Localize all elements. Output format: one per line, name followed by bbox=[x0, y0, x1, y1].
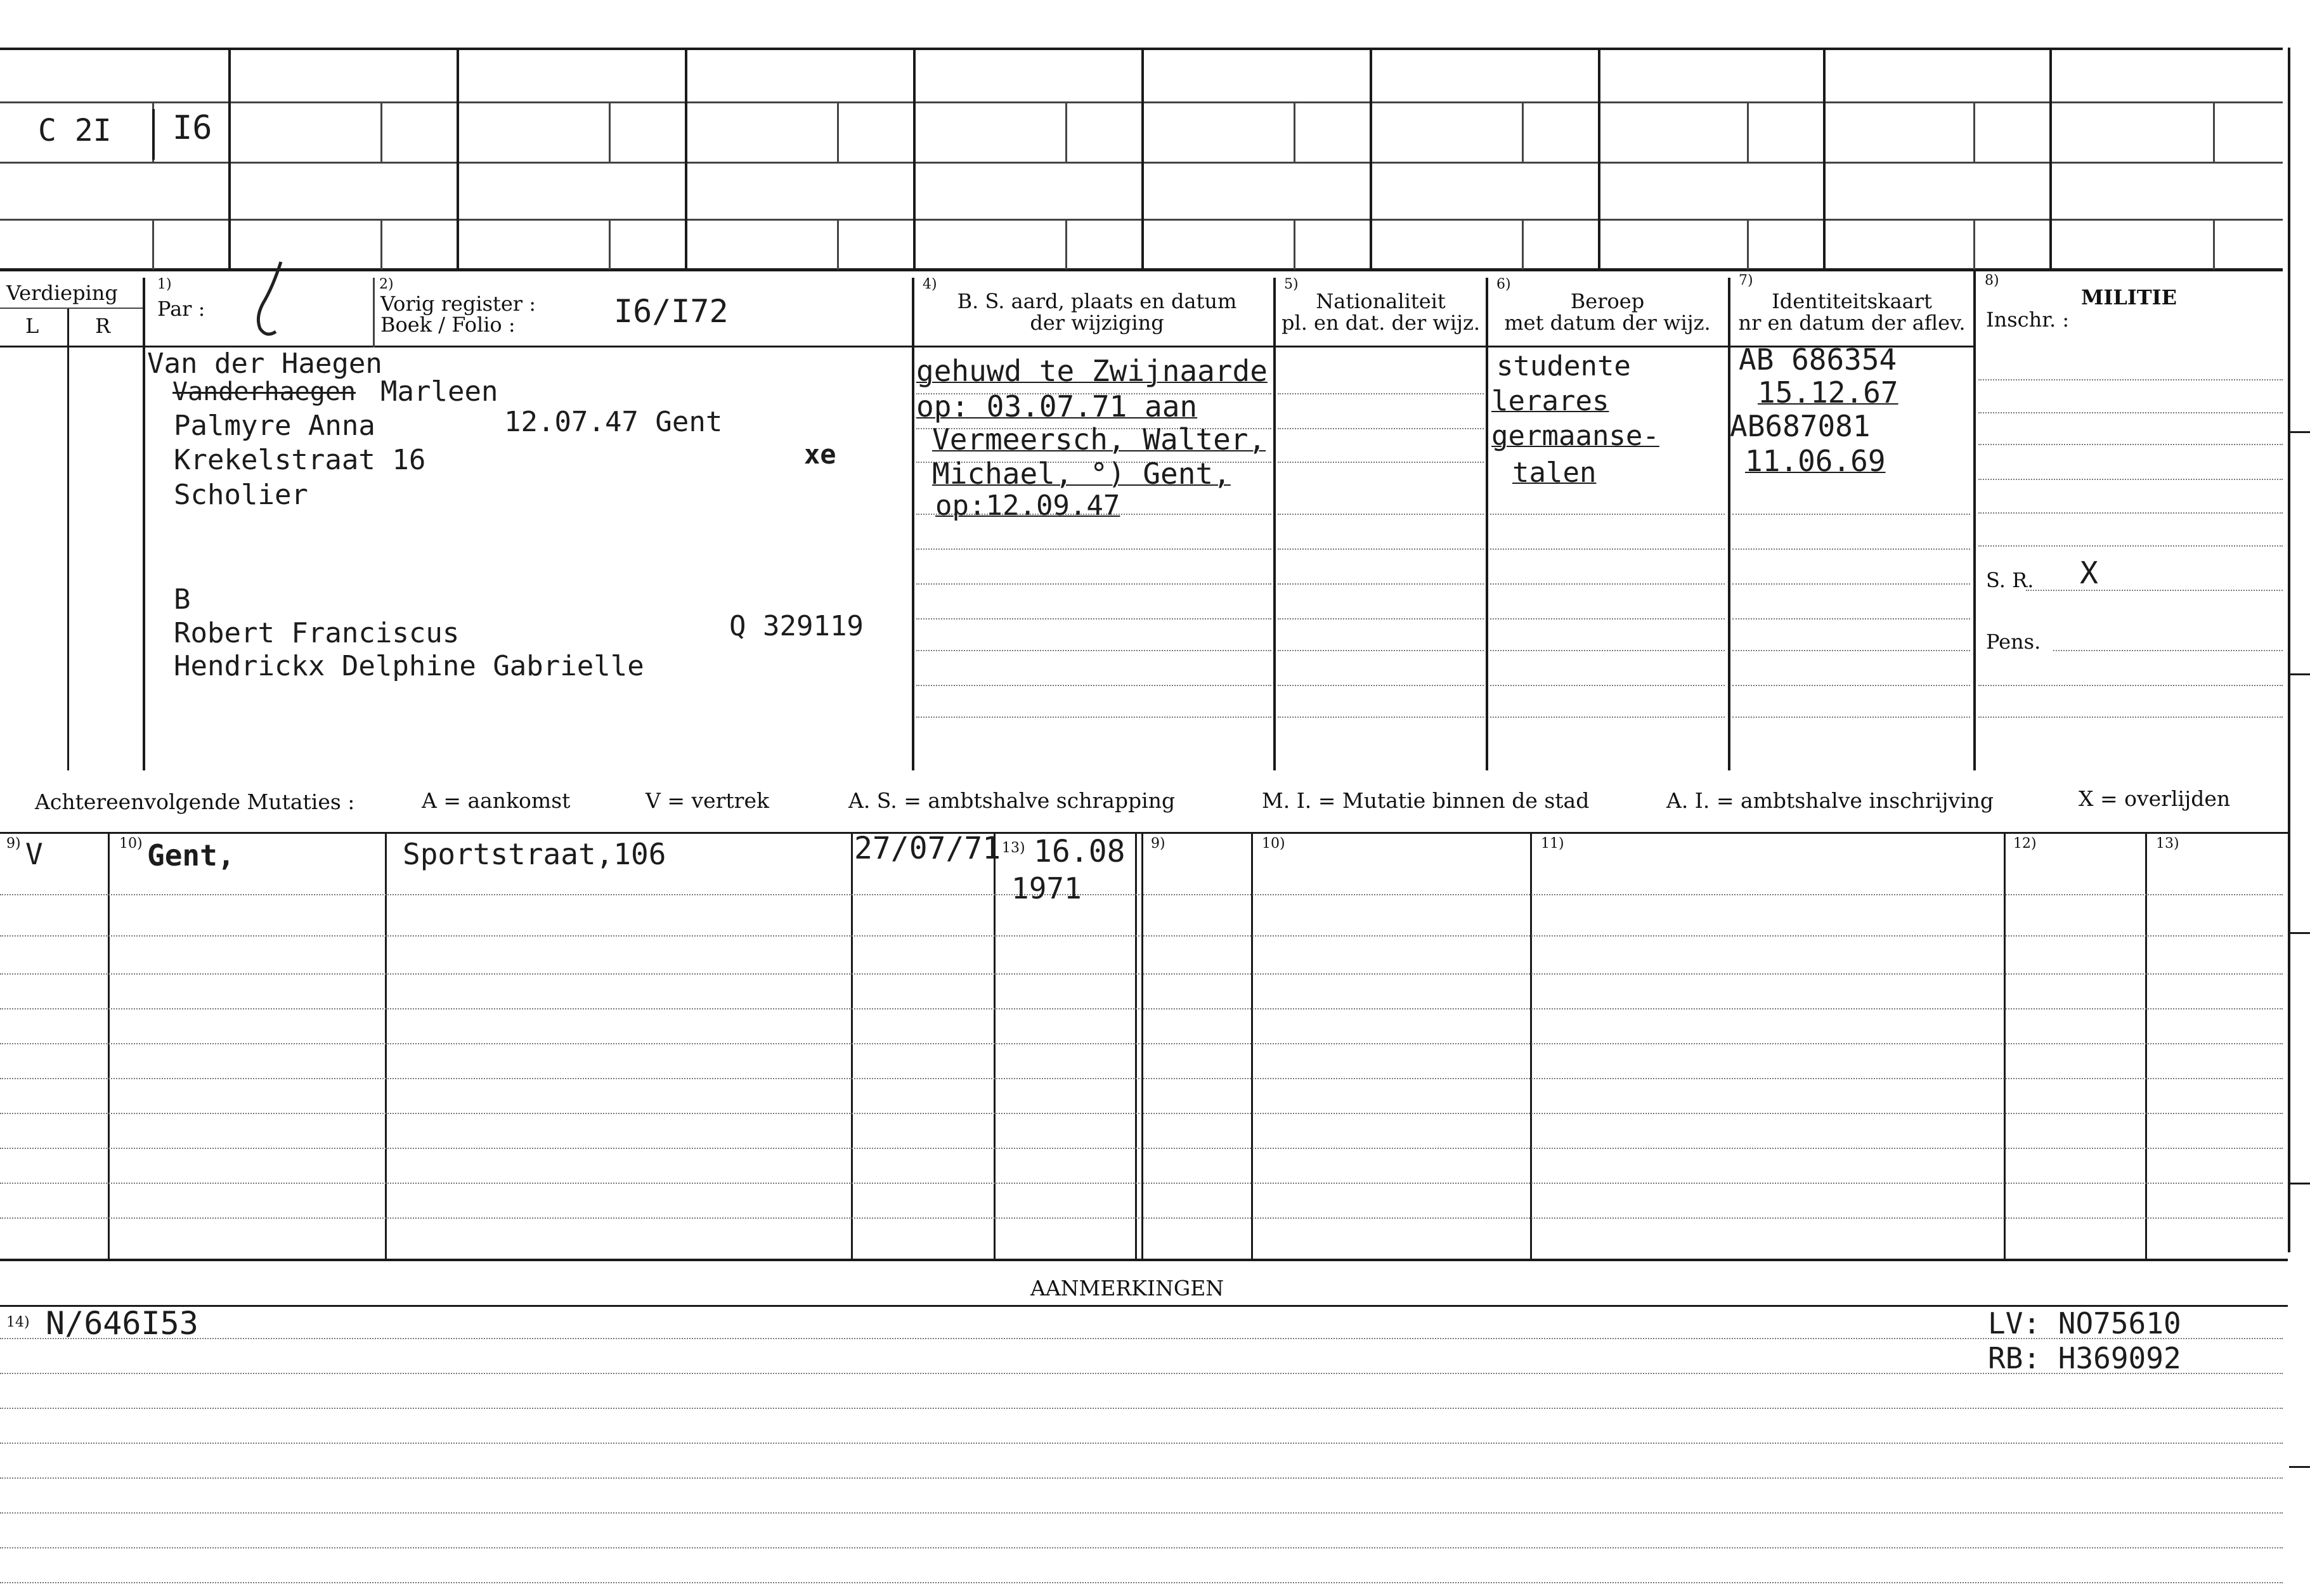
id-dotted-line bbox=[1732, 717, 1970, 718]
overstrike-mark: xe bbox=[804, 439, 836, 470]
mutation-dotted-row bbox=[0, 1078, 2283, 1079]
mutation-dotted-row bbox=[0, 973, 2283, 975]
top-grid-col bbox=[1598, 48, 1600, 269]
first-name: Marleen bbox=[380, 375, 498, 408]
top-grid-tick bbox=[609, 101, 611, 162]
id-num: 7) bbox=[1739, 273, 1753, 289]
top-grid-col bbox=[2288, 48, 2290, 1252]
beroep-dotted-line bbox=[1490, 514, 1725, 515]
verdieping-r: R bbox=[95, 314, 111, 338]
top-grid-col bbox=[1141, 48, 1144, 269]
top-grid-tick bbox=[152, 219, 154, 269]
top-grid-col bbox=[685, 48, 687, 269]
militie-dotted-line bbox=[1978, 685, 2283, 686]
mutation-dotted-row bbox=[0, 1113, 2283, 1114]
street-address: Krekelstraat 16 bbox=[174, 444, 426, 476]
militie-sr: S. R. bbox=[1986, 568, 2034, 592]
nat-dotted-line bbox=[1278, 618, 1484, 620]
top-grid-tick bbox=[380, 219, 382, 269]
beroep-dotted-line bbox=[1490, 618, 1725, 620]
top-grid-tick bbox=[1973, 101, 1975, 162]
bs-col-left bbox=[912, 278, 914, 770]
mutation-col bbox=[1141, 832, 1143, 1260]
top-grid-col bbox=[1823, 48, 1826, 269]
mut-col-num: 11) bbox=[1541, 836, 1564, 852]
militie-dotted-line bbox=[2026, 590, 2283, 591]
top-grid-tick bbox=[1747, 101, 1749, 162]
id-header-1: Identiteitskaart bbox=[1772, 289, 1932, 313]
beroep-dotted-line bbox=[1490, 583, 1725, 585]
top-grid-tick bbox=[1294, 219, 1295, 269]
top-grid-tick bbox=[1973, 219, 1975, 269]
mut-col-num: 13) bbox=[2156, 836, 2179, 852]
card-code: C 2I bbox=[38, 113, 112, 148]
par-handwritten-mark bbox=[244, 259, 289, 354]
mut-col-num: 12) bbox=[2013, 836, 2037, 852]
mutation-type: V bbox=[25, 837, 43, 871]
nat-dotted-line bbox=[1278, 548, 1484, 550]
top-grid-col bbox=[1370, 48, 1372, 269]
beroep-header-2: met datum der wijz. bbox=[1504, 311, 1711, 335]
nat-dotted-line bbox=[1278, 650, 1484, 651]
nat-col-left bbox=[1273, 278, 1276, 770]
bs-header-2: der wijziging bbox=[1030, 311, 1164, 335]
birth-date-place: 12.07.47 Gent bbox=[504, 406, 723, 438]
mutaties-legend-item: A. I. = ambtshalve inschrijving bbox=[1666, 788, 1994, 813]
top-grid-tick bbox=[2213, 101, 2215, 162]
mutation-col bbox=[1135, 832, 1137, 1260]
bs-dotted-line bbox=[916, 618, 1271, 620]
mutation-col bbox=[108, 832, 110, 1260]
father-name: Robert Franciscus bbox=[174, 617, 460, 649]
militie-title: MILITIE bbox=[2081, 285, 2177, 309]
mut-col-num: 13) bbox=[1002, 840, 1025, 856]
par-vorig-divider bbox=[373, 278, 375, 347]
beroep-header-1: Beroep bbox=[1570, 289, 1645, 313]
nat-dotted-line bbox=[1278, 462, 1484, 463]
mutaties-legend-item: A. S. = ambtshalve schrapping bbox=[848, 788, 1176, 813]
mut-col-num: 10) bbox=[1262, 836, 1285, 852]
bs-entry-line: gehuwd te Zwijnaarde bbox=[916, 354, 1268, 388]
mutation-dotted-row bbox=[0, 1148, 2283, 1149]
mutation-date2: 16.08 bbox=[1034, 834, 1126, 869]
top-grid-col bbox=[913, 48, 916, 269]
par-label: Par : bbox=[157, 297, 205, 321]
beroep-entry-line: germaanse- bbox=[1491, 420, 1659, 452]
bs-entry-line: op:12.09.47 bbox=[935, 490, 1120, 522]
occupation: Scholier bbox=[174, 479, 308, 511]
mutation-col bbox=[1530, 832, 1532, 1260]
militie-dotted-line bbox=[2053, 650, 2283, 651]
mutaties-legend-item: M. I. = Mutatie binnen de stad bbox=[1262, 788, 1590, 813]
mutaties-legend-item: X = overlijden bbox=[2079, 786, 2231, 811]
bs-num: 4) bbox=[923, 276, 937, 292]
mutation-dotted-row bbox=[0, 1217, 2283, 1219]
bs-dotted-line bbox=[916, 685, 1271, 686]
mutation-year: 1971 bbox=[1011, 871, 1082, 905]
id-entry-line: 11.06.69 bbox=[1745, 444, 1886, 478]
id-col-left bbox=[1728, 278, 1730, 770]
militie-dotted-line bbox=[1978, 512, 2283, 514]
aanmerkingen-num: 14) bbox=[6, 1314, 30, 1330]
letter-b: B bbox=[174, 583, 191, 616]
aanmerkingen-title: AANMERKINGEN bbox=[1030, 1276, 1224, 1301]
top-grid-tick bbox=[1522, 219, 1524, 269]
top-grid-tick bbox=[1747, 219, 1749, 269]
beroep-entry-line: talen bbox=[1512, 457, 1597, 489]
aanmerkingen-rule bbox=[0, 1305, 2288, 1307]
mutation-col bbox=[994, 832, 996, 1260]
par-num: 1) bbox=[157, 276, 172, 292]
top-grid-col bbox=[457, 48, 459, 269]
mutation-col bbox=[2145, 832, 2147, 1260]
nat-header-2: pl. en dat. der wijz. bbox=[1281, 311, 1480, 335]
margin-tick bbox=[2289, 1183, 2310, 1184]
beroep-dotted-line bbox=[1490, 548, 1725, 550]
verdieping-subrule bbox=[0, 308, 143, 309]
id-dotted-line bbox=[1732, 583, 1970, 585]
top-grid-col bbox=[2049, 48, 2052, 269]
aanmerkingen-dotted-row bbox=[0, 1443, 2283, 1444]
father-code: Q 329119 bbox=[729, 610, 864, 642]
aanmerkingen-rb: RB: H369092 bbox=[1988, 1341, 2181, 1375]
militie-pens: Pens. bbox=[1986, 630, 2041, 654]
top-grid-tick bbox=[1065, 219, 1067, 269]
militie-dotted-line bbox=[1978, 717, 2283, 718]
nat-dotted-line bbox=[1278, 717, 1484, 718]
id-dotted-line bbox=[1732, 514, 1970, 515]
top-grid-tick bbox=[609, 219, 611, 269]
mutation-date: 27/07/71 bbox=[854, 831, 1001, 866]
verdieping-divider bbox=[67, 308, 69, 770]
beroep-entry-line: studente bbox=[1496, 350, 1631, 382]
mutation-dotted-row bbox=[0, 1183, 2283, 1184]
militie-dotted-line bbox=[1978, 479, 2283, 480]
mutation-dotted-row bbox=[0, 935, 2283, 937]
verdieping-label: Verdieping bbox=[6, 281, 118, 305]
beroep-entry-line: lerares bbox=[1491, 385, 1609, 417]
top-grid-tick bbox=[1522, 101, 1524, 162]
margin-tick bbox=[2289, 673, 2310, 675]
mutaties-title: Achtereenvolgende Mutaties : bbox=[35, 789, 355, 814]
militie-dotted-line bbox=[1978, 444, 2283, 445]
mutation-col bbox=[851, 832, 853, 1260]
bs-entry-line: op: 03.07.71 aan bbox=[916, 389, 1198, 424]
nat-dotted-line bbox=[1278, 685, 1484, 686]
bs-dotted-line bbox=[916, 548, 1271, 550]
bs-entry-line: Vermeersch, Walter, bbox=[932, 422, 1266, 457]
top-grid-tick bbox=[837, 101, 839, 162]
militie-col-left bbox=[1973, 271, 1976, 770]
bs-dotted-line bbox=[916, 650, 1271, 651]
top-grid-col bbox=[228, 48, 231, 269]
top-grid-tick bbox=[380, 101, 382, 162]
beroep-dotted-line bbox=[1490, 685, 1725, 686]
card-number: I6 bbox=[172, 109, 212, 147]
id-header-2: nr en datum der aflev. bbox=[1738, 311, 1966, 335]
mut-col-num: 9) bbox=[1151, 836, 1165, 852]
margin-tick bbox=[2289, 932, 2310, 934]
boek-folio-label: Boek / Folio : bbox=[380, 313, 516, 337]
margin-tick bbox=[2289, 431, 2310, 433]
aanmerkingen-dotted-row bbox=[0, 1547, 2283, 1548]
margin-tick bbox=[2289, 1466, 2310, 1468]
code-number-divider bbox=[152, 109, 155, 160]
top-grid-tick bbox=[837, 219, 839, 269]
mutation-col bbox=[1251, 832, 1253, 1260]
id-entry-line: 15.12.67 bbox=[1758, 375, 1898, 410]
militie-inschr: Inschr. : bbox=[1986, 308, 2070, 332]
mutation-col bbox=[2004, 832, 2006, 1260]
mut-col-num: 9) bbox=[6, 836, 21, 852]
top-grid-tick bbox=[1294, 101, 1295, 162]
id-dotted-line bbox=[1732, 650, 1970, 651]
nat-dotted-line bbox=[1278, 514, 1484, 515]
militie-dotted-line bbox=[1978, 379, 2283, 380]
top-grid-tick bbox=[1065, 101, 1067, 162]
aanmerkingen-dotted-row bbox=[0, 1477, 2283, 1479]
mutaties-legend-item: A = aankomst bbox=[422, 788, 571, 813]
militie-sr-value: X bbox=[2080, 555, 2098, 591]
aanmerkingen-dotted-row bbox=[0, 1373, 2283, 1374]
bs-dotted-line bbox=[916, 717, 1271, 718]
mutation-dotted-row bbox=[0, 894, 2283, 895]
bs-header-1: B. S. aard, plaats en datum bbox=[957, 289, 1237, 313]
aanmerkingen-dotted-row bbox=[0, 1582, 2283, 1583]
mut-col-num: 10) bbox=[119, 836, 143, 852]
person-col-left bbox=[143, 278, 145, 770]
mutation-dotted-row bbox=[0, 1008, 2283, 1009]
mutation-bottom-rule bbox=[0, 1259, 2288, 1261]
mutation-col bbox=[385, 832, 387, 1260]
id-entry-line: AB687081 bbox=[1730, 409, 1871, 443]
vorig-register-value: I6/I72 bbox=[614, 293, 729, 330]
aanmerkingen-dotted-row bbox=[0, 1512, 2283, 1514]
mutation-place: Gent, bbox=[147, 838, 235, 873]
militie-num: 8) bbox=[1985, 273, 1999, 289]
beroep-col-left bbox=[1486, 278, 1488, 770]
id-dotted-line bbox=[1732, 548, 1970, 550]
mother-name: Hendrickx Delphine Gabrielle bbox=[174, 650, 644, 682]
beroep-dotted-line bbox=[1490, 717, 1725, 718]
nat-dotted-line bbox=[1278, 393, 1484, 394]
top-grid-tick bbox=[2213, 219, 2215, 269]
nat-dotted-line bbox=[1278, 583, 1484, 585]
bs-dotted-line bbox=[916, 583, 1271, 585]
verdieping-l: L bbox=[25, 314, 39, 338]
bs-entry-line: Michael, °) Gent, bbox=[932, 457, 1231, 491]
mutaties-legend-item: V = vertrek bbox=[646, 788, 769, 813]
militie-dotted-line bbox=[1978, 545, 2283, 547]
nat-num: 5) bbox=[1284, 276, 1299, 292]
aanmerkingen-lv: LV: NO75610 bbox=[1988, 1306, 2181, 1340]
nat-header-1: Nationaliteit bbox=[1316, 289, 1446, 313]
mutation-dotted-row bbox=[0, 1043, 2283, 1044]
vorig-label: Vorig register : bbox=[380, 292, 536, 316]
vorig-num: 2) bbox=[379, 276, 394, 292]
id-dotted-line bbox=[1732, 685, 1970, 686]
mutation-top-rule bbox=[0, 832, 2288, 834]
mutation-address: Sportstraat,106 bbox=[403, 837, 666, 871]
surname-added: Van der Haegen bbox=[147, 347, 382, 380]
beroep-num: 6) bbox=[1496, 276, 1511, 292]
surname-struck: Vanderhaegen bbox=[172, 377, 356, 406]
aanmerkingen-dotted-row bbox=[0, 1408, 2283, 1409]
nat-dotted-line bbox=[1278, 428, 1484, 429]
aanmerkingen-dotted-row bbox=[0, 1338, 2283, 1339]
aanmerkingen-value: N/646I53 bbox=[46, 1305, 198, 1342]
second-names: Palmyre Anna bbox=[174, 410, 375, 442]
id-entry-line: AB 686354 bbox=[1739, 342, 1897, 377]
id-dotted-line bbox=[1732, 618, 1970, 620]
beroep-dotted-line bbox=[1490, 650, 1725, 651]
militie-dotted-line bbox=[1978, 412, 2283, 413]
